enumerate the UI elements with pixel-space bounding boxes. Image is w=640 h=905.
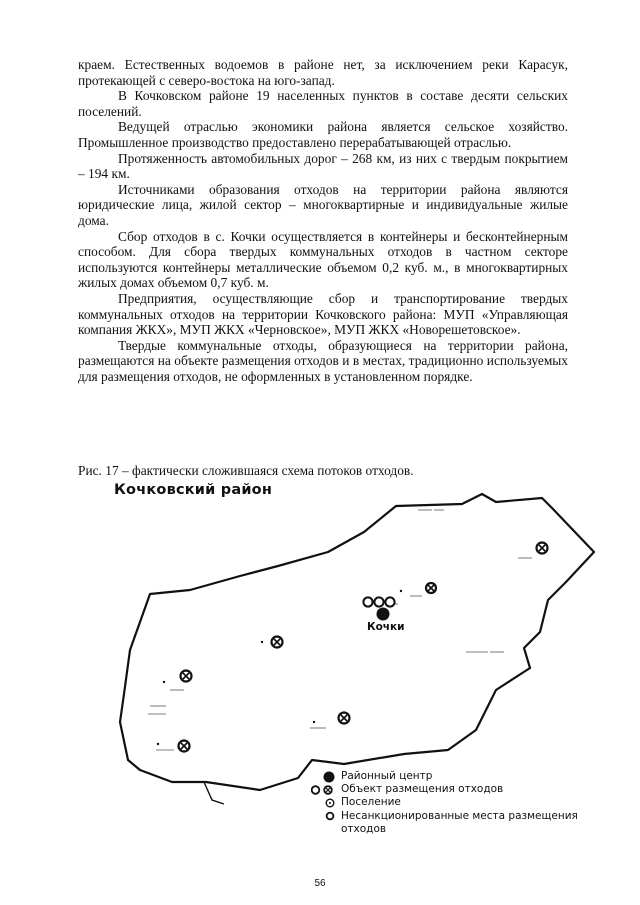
paragraph-5: Источниками образования отходов на территории района являются юридические лица, жилой сектор – многоквартирные и индивидуальные жилые дома. [78, 181, 568, 228]
body-text [78, 57, 568, 384]
filled-circle-icon [305, 771, 341, 783]
disposal-site-icon [305, 785, 341, 795]
paragraph-8: Твердые коммунальные отходы, образующиеся на территории района, размещаются на объекте размещения отходов и в местах, традиционно используемых для размещения отходов, не оформленных в установленном порядке. [78, 337, 568, 384]
unsanctioned-site-icon [305, 811, 341, 821]
map-legend [305, 770, 578, 836]
district-center-marker [377, 608, 390, 621]
paragraph-7: Предприятия, осуществляющие сбор и транспортирование твердых коммунальных отходов на территории Кочковского района: МУП «Управляющая компания ЖКХ», МУП ЖКХ «Черновское», МУП ЖКХ «Новорешетовское». [78, 290, 568, 338]
settlement-icon [305, 798, 341, 808]
unsanctioned-site-marker [385, 597, 394, 606]
figure-caption: Рис. 17 – фактически сложившаяся схема потоков отходов. [78, 463, 414, 478]
legend-item-center: Районный центр [305, 770, 578, 783]
disposal-site-marker [363, 597, 372, 606]
district-boundary [120, 494, 594, 790]
page-number: 56 [314, 878, 326, 889]
legend-item-settlement: Поселение [305, 796, 578, 809]
district-map-figure [100, 482, 600, 862]
paragraph-4: Протяженность автомобильных дорог – 268 км, из них с твердым покрытием – 194 км. [78, 150, 568, 182]
paragraph-6: Сбор отходов в с. Кочки осуществляется в контейнеры и бесконтейнерным способом. Для сбора твердых коммунальных отходов в частном секторе используются контейнеры металлические объемом 0,2 куб. м., в многоквартирных жилых домах объемом 0,7 куб. м. [78, 228, 568, 291]
unsanctioned-site-marker [374, 597, 383, 606]
center-label: Кочки [367, 621, 405, 633]
settlement-dots [157, 590, 402, 745]
x-marks [181, 545, 545, 749]
kochki-center-group [363, 597, 394, 620]
legend-item-unsanctioned: Несанкционированные места размещения [305, 810, 578, 823]
paragraph-2: В Кочковском районе 19 населенных пунктов в составе десяти сельских поселений. [78, 88, 568, 119]
map-title: Кочковский район [114, 482, 273, 498]
paragraph-1: краем. Естественных водоемов в районе нет, за исключением реки Карасук, протекающей с северо-востока на юго-запад. [78, 57, 568, 88]
legend-item-unsanctioned-cont: отходов [341, 822, 387, 835]
paragraph-3: Ведущей отраслью экономики района является сельское хозяйство. Промышленное производство предоставлено перерабатывающей отраслью. [78, 119, 568, 150]
unsanctioned-sites [179, 543, 548, 752]
legend-item-disposal: Объект размещения отходов [305, 783, 578, 796]
